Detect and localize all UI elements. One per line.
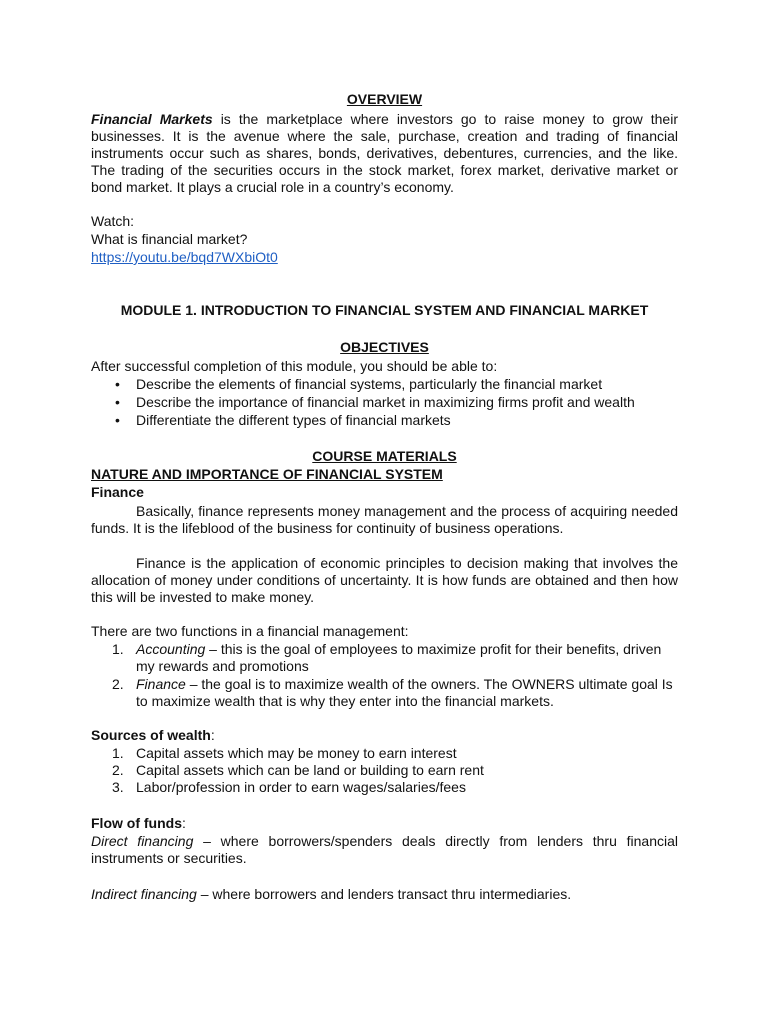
overview-heading: OVERVIEW	[346, 91, 423, 107]
overview-paragraph	[91, 111, 678, 196]
objectives-list	[91, 376, 678, 429]
function-item: 2. Finance – the goal is to maximize wealth of the owners. The OWNERS ultimate goal Is to maximize wealth that is why they enter into the financial markets.	[112, 676, 673, 709]
finance-paragraph-1: Basically, finance represents money management and the process of acquiring needed funds. It is the lifeblood of the business for continuity of business operations.	[91, 503, 678, 536]
sources-heading: Sources of wealth:	[91, 727, 215, 743]
finance-paragraph-2: Finance is the application of economic principles to decision making that involves the allocation of money under conditions of uncertainty. It is how funds are obtained and then how this will be invested to make money.	[91, 555, 678, 605]
functions-list	[91, 641, 678, 710]
nature-heading: NATURE AND IMPORTANCE OF FINANCIAL SYSTEM	[91, 466, 443, 482]
overview-term: Financial Markets	[91, 111, 213, 127]
source-item: 3. Labor/profession in order to earn wages/salaries/fees	[112, 779, 466, 795]
module-title: MODULE 1. INTRODUCTION TO FINANCIAL SYSTEM AND FINANCIAL MARKET	[120, 302, 649, 318]
watch-link[interactable]: https://youtu.be/bqd7WXbiOt0	[91, 249, 278, 265]
objective-item: • Describe the importance of financial market in maximizing firms profit and wealth	[115, 394, 635, 410]
bullet-icon: •	[115, 394, 120, 410]
flow-heading: Flow of funds:	[91, 815, 186, 831]
objectives-intro: After successful completion of this module, you should be able to:	[91, 358, 498, 374]
watch-label: Watch:	[91, 213, 135, 229]
source-item: 1. Capital assets which may be money to earn interest	[112, 745, 457, 761]
objective-item: • Describe the elements of financial systems, particularly the financial market	[115, 376, 603, 392]
objective-item: • Differentiate the different types of financial markets	[115, 412, 451, 428]
overview-text: is the marketplace where investors go to raise money to grow their businesses. It is the avenue where the sale, purchase, creation and trading of financial instruments occur such as shares, bonds, derivatives, debentures, currencies, and the like. The trading of the securities occurs in the stock market, forex market, derivative market or bond market. It plays a crucial role in a country’s economy.	[91, 111, 678, 195]
bullet-icon: •	[115, 412, 120, 428]
source-item: 2. Capital assets which can be land or building to earn rent	[112, 762, 484, 778]
course-materials-heading: COURSE MATERIALS	[312, 448, 457, 464]
direct-financing: Direct financing – where borrowers/spenders deals directly from lenders thru financial instruments or securities.	[91, 833, 678, 866]
sources-list	[91, 745, 678, 796]
finance-label: Finance	[91, 484, 144, 500]
watch-question: What is financial market?	[91, 231, 248, 247]
functions-intro: There are two functions in a financial management:	[91, 623, 409, 639]
function-item: 1. Accounting – this is the goal of employees to maximize profit for their benefits, driven my rewards and promotions	[112, 641, 662, 674]
bullet-icon: •	[115, 376, 120, 392]
objectives-heading: OBJECTIVES	[340, 339, 429, 355]
indirect-financing: Indirect financing – where borrowers and lenders transact thru intermediaries.	[91, 886, 572, 902]
